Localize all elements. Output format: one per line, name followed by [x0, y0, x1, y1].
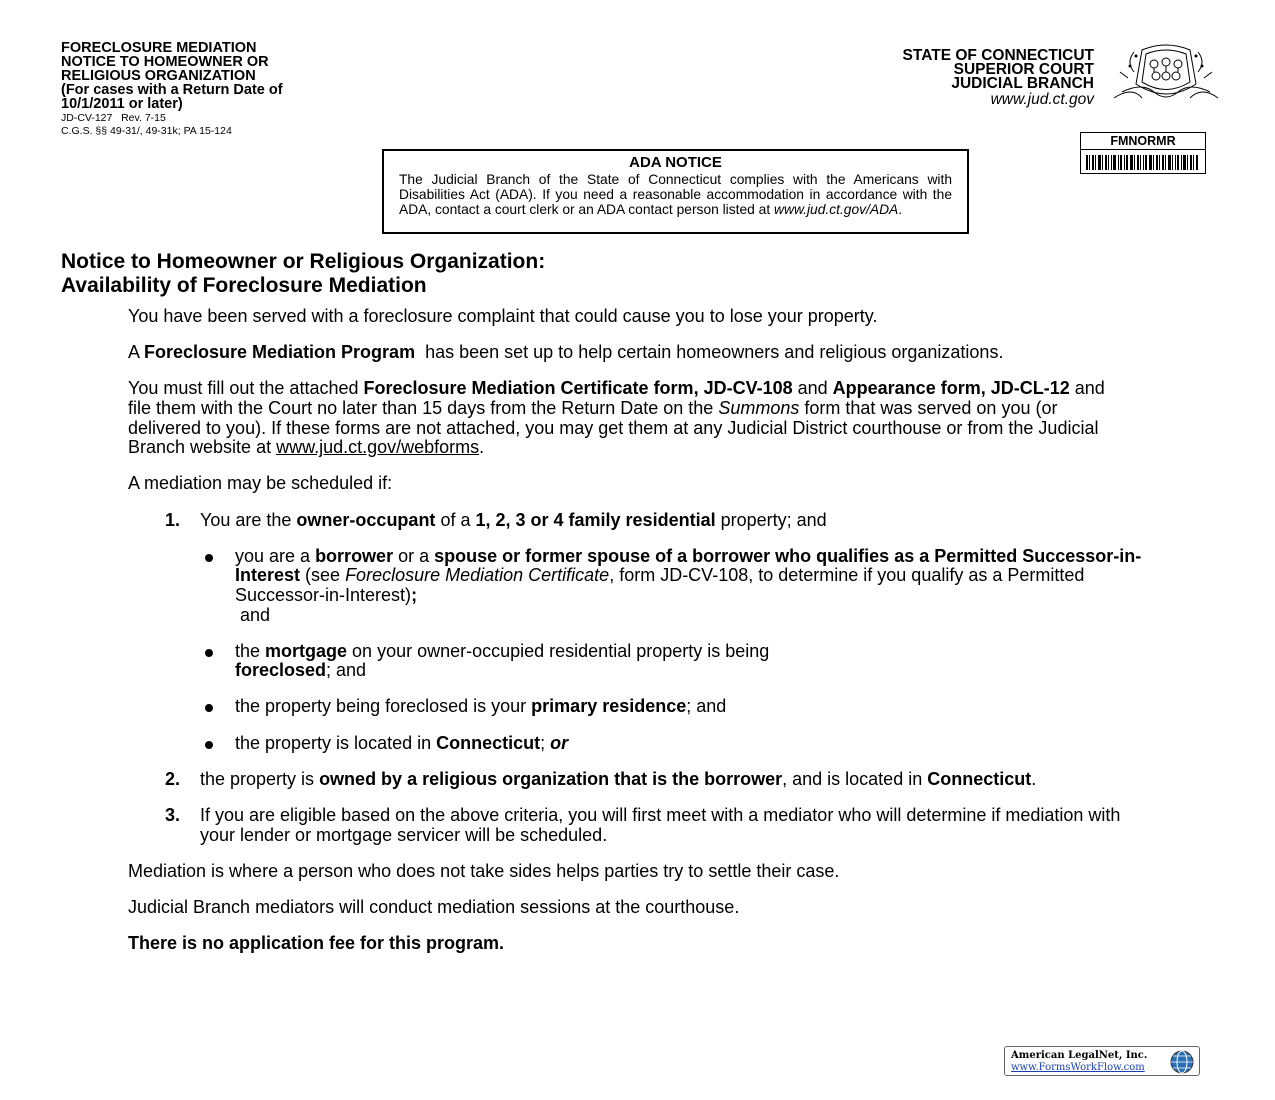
text: on your owner-occupied residential property is being	[347, 640, 770, 661]
text: the property is located in	[235, 732, 437, 753]
ada-notice-text: The Judicial Branch of the State of Connecticut complies with the Americans with Disabilities Act (ADA). If you need a reasonable accommodation in accordance with the ADA, contact a court clerk or an ADA contact person listed at	[399, 172, 952, 218]
text: owned by a religious organization that is the borrower	[319, 768, 783, 789]
webforms-link[interactable]: www.jud.ct.gov/webforms	[276, 437, 480, 458]
criteria-bullet-location	[128, 734, 1128, 754]
court-line: STATE OF CONNECTICUT	[902, 47, 1094, 64]
form-header	[61, 41, 401, 138]
text: primary residence	[531, 696, 687, 717]
paragraph-mediation-definition: Mediation is where a person who does not take sides helps parties try to settle their case.	[128, 860, 840, 881]
form-number: JD-CV-127 Rev. 7-15	[61, 112, 166, 124]
criteria-bullet-mortgage	[128, 642, 1115, 681]
text: ; and	[686, 696, 727, 717]
paragraph-forms	[128, 379, 1113, 457]
text: mortgage	[265, 640, 348, 661]
text: and file them with the Court no later than 15 days from the Return Date on the	[128, 378, 1105, 418]
text: Connecticut	[436, 732, 541, 753]
barcode-icon	[1086, 155, 1200, 170]
bullet-icon	[205, 741, 213, 749]
ada-notice-end: .	[898, 202, 903, 218]
text: or a	[393, 545, 435, 566]
text: , and is located in	[782, 768, 928, 789]
text: property; and	[715, 509, 827, 530]
court-line: JUDICIAL BRANCH	[951, 75, 1094, 92]
page-title-line1: Notice to Homeowner or Religious Organization:	[61, 250, 546, 273]
text: (see	[300, 565, 346, 586]
text: ;	[411, 584, 418, 605]
text: borrower	[315, 545, 394, 566]
paragraph-served: You have been served with a foreclosure complaint that could cause you to lose your property.	[128, 306, 878, 326]
paragraph-criteria-intro: A mediation may be scheduled if:	[128, 473, 393, 494]
form-title-line: NOTICE TO HOMEOWNER OR	[61, 54, 269, 70]
text: If you are eligible based on the above criteria, you will first meet with a mediator who will determine if mediation with your lender or mortgage servicer will be scheduled.	[200, 805, 1121, 845]
ada-notice-body	[399, 172, 952, 218]
text: spouse or former spouse of a borrower who qualifies as a Permitted Successor-in-Interest	[235, 545, 1142, 586]
statute-citation: C.G.S. §§ 49-31/, 49-31k; PA 15-124	[61, 125, 232, 137]
text: , form JD-CV-108, to determine if you qualify as a Permitted Successor-in-Interest)	[235, 565, 1085, 605]
text: .	[1031, 768, 1037, 789]
court-website-link[interactable]: www.jud.ct.gov	[990, 91, 1094, 108]
text: Connecticut	[927, 768, 1032, 789]
text: form that was served on you (or delivered to you). If these forms are not attached, you may get them at any Judicial District courthouse or from the Judicial Branch website at	[128, 397, 1099, 458]
ada-notice-title: ADA NOTICE	[629, 154, 722, 171]
notice-body	[128, 306, 1142, 970]
paragraph-no-fee: There is no application fee for this program.	[128, 933, 505, 954]
paragraph-program	[128, 343, 1098, 363]
court-header	[903, 49, 1094, 108]
text: 1, 2, 3 or 4 family residential	[475, 509, 716, 530]
text: ;	[540, 732, 551, 753]
brand-name: American LegalNet, Inc.	[1011, 1050, 1148, 1061]
text: Foreclosure Mediation Certificate	[345, 565, 610, 586]
text: foreclosed	[235, 660, 327, 681]
text: of a	[435, 509, 476, 530]
text: you are a	[235, 545, 316, 566]
text: .	[479, 437, 485, 458]
text: the	[235, 640, 266, 661]
american-legalnet-logo[interactable]	[1004, 1046, 1200, 1076]
page-title	[61, 250, 545, 297]
form-code-box	[1080, 132, 1206, 174]
text: ; and	[326, 660, 367, 681]
bullet-icon	[205, 649, 213, 657]
bullet-icon	[205, 704, 213, 712]
criteria-bullet-residence	[128, 697, 1128, 717]
certificate-form-ref: Foreclosure Mediation Certificate form, JD-CV-108	[363, 378, 793, 399]
text: has been set up to help certain homeowners and religious organizations.	[415, 342, 1004, 363]
brand-url-link[interactable]: www.FormsWorkFlow.com	[1011, 1062, 1145, 1073]
text: and	[235, 604, 271, 625]
text: the property is	[200, 768, 320, 789]
item-number: 1.	[165, 509, 181, 530]
text: and	[792, 378, 833, 399]
text: A	[128, 342, 145, 363]
paragraph-mediators: Judicial Branch mediators will conduct mediation sessions at the courthouse.	[128, 897, 740, 917]
text: or	[550, 732, 569, 753]
text: the property being foreclosed is your	[235, 696, 532, 717]
text: You must fill out the attached	[128, 378, 364, 399]
summons-ref: Summons	[718, 397, 800, 418]
bullet-icon	[205, 554, 213, 562]
form-title-line: (For cases with a Return Date of	[61, 82, 283, 98]
globe-icon	[1169, 1049, 1195, 1075]
appearance-form-ref: Appearance form, JD-CL-12	[832, 378, 1070, 399]
state-seal-icon	[1112, 42, 1220, 108]
page-title-line2: Availability of Foreclosure Mediation	[61, 273, 427, 297]
criteria-bullet-borrower	[128, 547, 1145, 625]
text: owner-occupant	[296, 509, 436, 530]
ada-link[interactable]: www.jud.ct.gov/ADA	[774, 202, 899, 218]
item-number: 3.	[165, 805, 181, 826]
criteria-item-1	[128, 511, 1128, 531]
text: You are the	[200, 509, 297, 530]
criteria-item-2	[128, 770, 1100, 790]
ada-notice-box	[382, 149, 969, 234]
form-title-line: RELIGIOUS ORGANIZATION	[61, 68, 256, 84]
court-line: SUPERIOR COURT	[953, 61, 1094, 78]
form-title-line: FORECLOSURE MEDIATION	[61, 40, 257, 56]
item-number: 2.	[165, 768, 181, 789]
form-title-line: 10/1/2011 or later)	[61, 96, 183, 112]
program-name: Foreclosure Mediation Program	[144, 342, 416, 363]
criteria-item-3	[128, 806, 1140, 845]
form-code: FMNORMR	[1081, 133, 1205, 150]
